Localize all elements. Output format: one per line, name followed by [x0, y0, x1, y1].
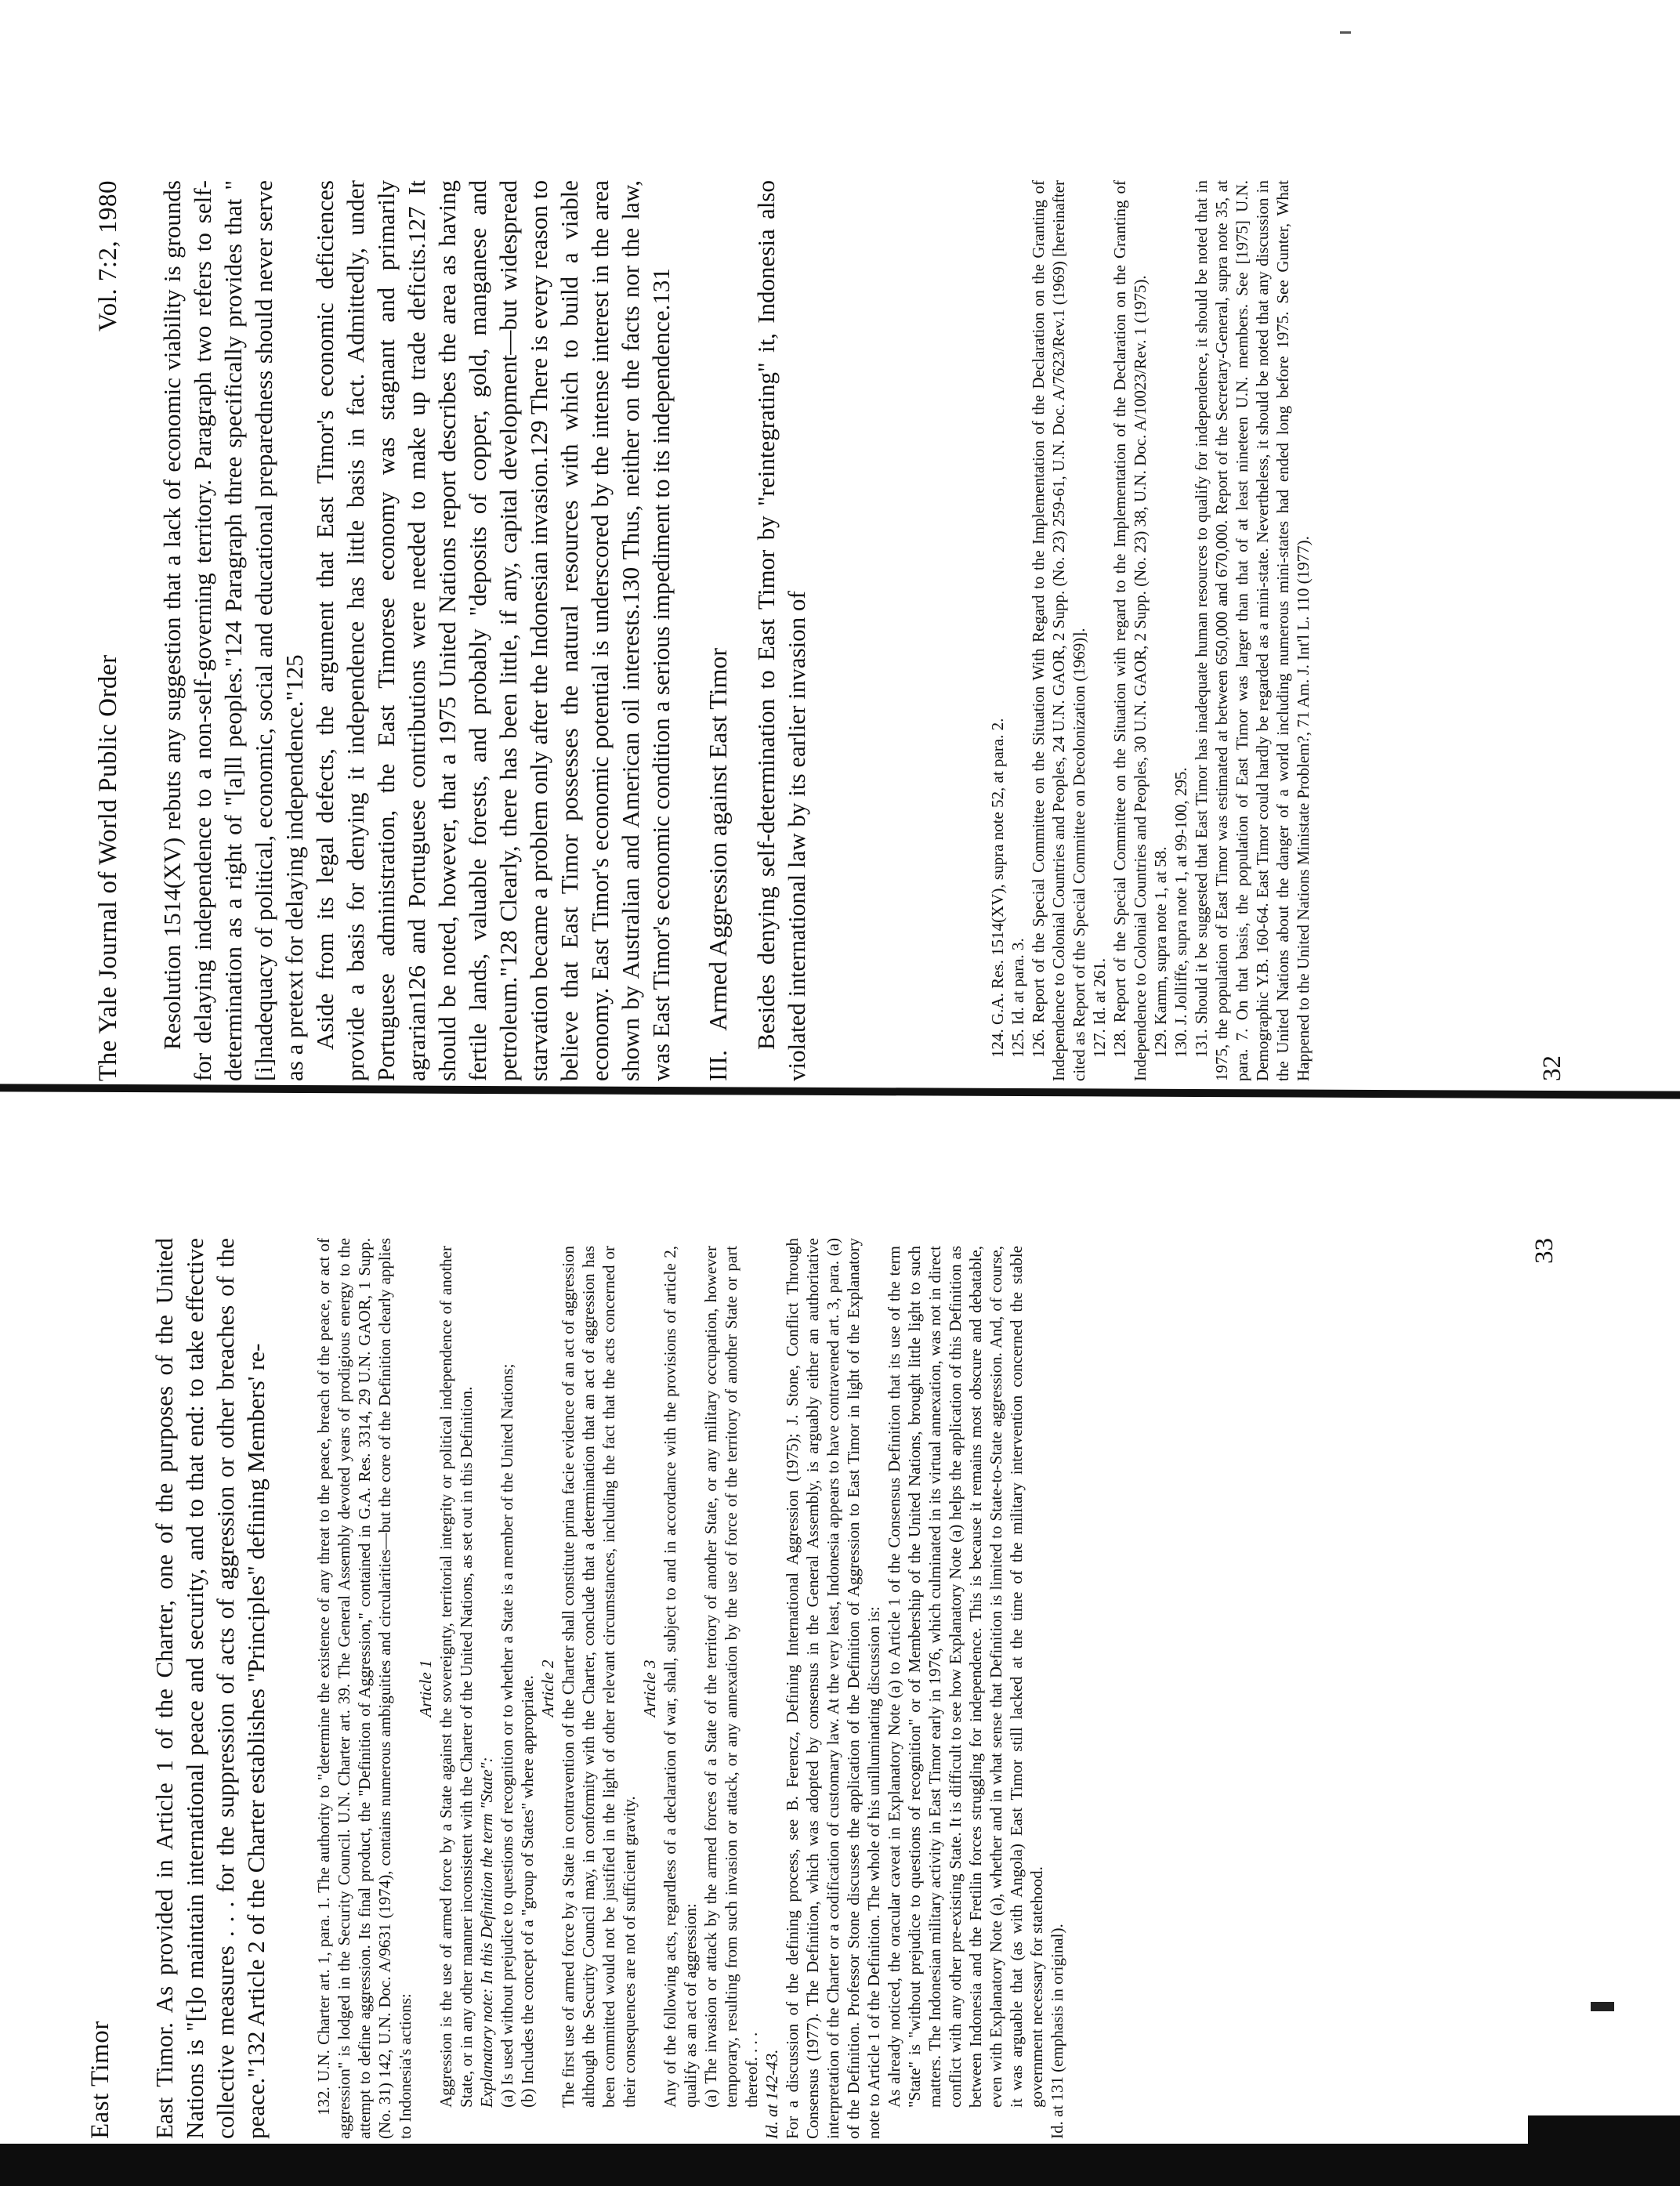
footnote: 127. Id. at 261.	[1090, 957, 1109, 1058]
article-heading: Article 2	[538, 1659, 557, 1717]
block-quote: The first use of armed force by a State in contravention of the Charter shall constitute prima facie evidence of an act of aggression although the Security Council may, in conformity with the Charter, conclude that a determination that an act of aggression has been committed would not be justified in the light of other relevant circumstances, including the fact that the acts concerned or their consequences are not of sufficient gravity.	[559, 1246, 639, 2108]
volume-label: Vol. 7:2, 1980	[94, 180, 122, 332]
footnote: 124. G.A. Res. 1514(XV), supra note 52, at para. 2.	[988, 718, 1007, 1058]
block-quote: Aggression is the use of armed force by a State against the sovereignty, territorial integrity or political independence of another State, or in any other manner inconsistent with the Charter of the United Nations, as set out in this Definition.	[436, 1246, 476, 2108]
journal-title: The Yale Journal of World Public Order	[94, 654, 122, 1081]
running-head-title: East Timor	[86, 2021, 114, 2139]
footnote: For a discussion of the defining process, see B. Ferencz, Defining International Aggression (1975); J. Stone, Conflict Through Consensus (1977). The Definition, which was adopted by consensus in the General Assembly, is arguably either an authoritative interpretation of the Charter or a codification of customary law. At the very least, Indonesia appears to have contravened art. 3, para. (a) of the Definition. Professor Stone discusses the application of the Definition of Aggression to East Timor in light of the Explanatory note to Article 1 of the Definition. The whole of his unilluminating discussion is:	[783, 1238, 883, 2139]
footnote: 132. U.N. Charter art. 1, para. 1. The authority to "determine the existence of any threat to the peace, breach of the peace, or act of aggression" is lodged in the Security Council. U.N. Charter art. 39. The General Assembly devoted years of prodigious energy to the attempt to define aggression. Its final product, the "Definition of Aggression," contained in G.A. Res. 3314, 29 U.N. GAOR, 1 Supp. (No. 31) 142, U.N. Doc. A/9631 (1974), contains numerous ambiguities and circularities—but the core of the Definition clearly applies to Indonesia's actions:	[314, 1238, 415, 2139]
scan-bottom-edge	[0, 2144, 1680, 2186]
footnote: 128. Report of the Special Committee on the Situation with regard to the Implementation of the Declaration on the Granting of Independence to Colonial Countries and Peoples, 30 U.N. GAOR, 2 Supp. (No. 23) 38, U.N. Doc. A/10023/Rev. 1 (1975).	[1110, 180, 1150, 1081]
footnote: 125. Id. at para. 3.	[1008, 938, 1027, 1058]
footnotes	[313, 1238, 1067, 2139]
block-quote: (a) The invasion or attack by the armed forces of a State of the territory of another State, or any military occupation, however temporary, resulting from such invasion or attack, or any annexation by the use of force of the territory of another State or part thereof. . . .	[701, 1246, 761, 2108]
running-head	[86, 1238, 133, 2139]
footnote: 129. Kamm, supra note 1, at 58.	[1151, 846, 1170, 1058]
running-head	[94, 180, 141, 1081]
block-quote: (b) Includes the concept of a "group of States" where appropriate.	[518, 1675, 537, 2108]
paragraph: Resolution 1514(XV) rebuts any suggestion that a lack of economic viability is grounds for delaying independence to a non-self-governing territory. Paragraph two refers to self-determination as a right of "[a]ll peoples."124 Paragraph three specifically provides that "[i]nadequacy of political, economic, social and educational preparedness should never serve as a pretext for delaying independence."125	[158, 180, 308, 1081]
section-heading	[703, 180, 733, 1081]
article-heading: Article 1	[416, 1659, 435, 1717]
footnote: 131. Should it be suggested that East Timor has inadequate human resources to qualify for independence, it should be noted that in 1975, the population of East Timor was estimated at between 650,000 and 670,000. Report of the Secretary-General, supra note 35, at para. 7. On that basis, the population of East Timor was larger than that of at least nineteen U.N. members. See [1975] U.N. Demographic Y.B. 160-64. East Timor could hardly be regarded as a mini-state. Nevertheless, it should be noted that any discussion in the United Nations about the danger of a world including numerous mini-states had ended long before 1975. See Gunter, What Happened to the United Nations Ministate Problem?, 71 Am. J. Int'l L. 110 (1977).	[1192, 180, 1312, 1081]
page-33	[63, 1238, 1567, 2139]
paragraph: East Timor. As provided in Article 1 of the Charter, one of the purposes of the United Nations is "[t]o maintain international peace and security, and to that end: to take effective collective measures . . . for the suppression of acts of aggression or other breaches of the peace."132 Article 2 of the Charter establishes "Principles" defining Members' re-	[150, 1238, 270, 2139]
block-quote: As already noticed, the oracular caveat in Explanatory Note (a) to Article 1 of the Consensus Definition that its use of the term "State" is "without prejudice to questions of recognition" or of Membership of the United Nations, brought little light to such matters. The Indonesian military activity in East Timor early in 1976, which culminated in its virtual annexation, was not in direct conflict with any other pre-existing State. It is difficult to see how Explanatory Note (a) helps the application of this Definition as between Indonesia and the Fretilin forces struggling for independence. This is because it remains most obscure and debatable, even with Explanatory Note (a), whether and in what sense that Definition is limited to State-to-State aggression. And, of course, it was arguable that (as with Angola) East Timor still lacked at the time of the military intervention concerned the stable government necessary for statehood.	[885, 1246, 1046, 2108]
block-quote: (a) Is used without prejudice to questions of recognition or to whether a State is a member of the United Nations;	[498, 1363, 516, 2108]
section-number: III.	[704, 1050, 732, 1081]
scan-speck	[1591, 2002, 1614, 2011]
citation: Id. at 142-43.	[762, 2049, 781, 2139]
section-title: Armed Aggression against East Timor	[704, 647, 732, 1031]
footnote: 130. J. Jolliffe, supra note 1, at 99-100, 295.	[1171, 767, 1190, 1058]
article-heading: Article 3	[640, 1659, 659, 1717]
footnote: 126. Report of the Special Committee on the Situation With Regard to the Implementation of the Declaration on the Granting of Independence to Colonial Countries and Peoples, 24 U.N. GAOR, 2 Supp. (No. 23) 259-61, U.N. Doc. A/7623/Rev.1 (1969) [hereinafter cited as Report of the Special Committee on Decolonization (1969)].	[1029, 180, 1088, 1081]
scan-speck	[1340, 31, 1351, 34]
page-number: 33	[1530, 1238, 1559, 1264]
page-number: 32	[1538, 1055, 1566, 1081]
explanatory-note: Explanatory note: In this Definition the term "State":	[477, 1757, 496, 2108]
page-fold-shadow	[0, 1084, 1680, 1098]
paragraph: Aside from its legal defects, the argument that East Timor's economic deficiences provide a basis for denying it independence has little basis in fact. Admittedly, under Portuguese administration, the East Timorese economy was stagnant and primarily agrarian126 and Portuguese contributions were needed to make up trade deficits.127 It should be noted, however, that a 1975 United Nations report describes the area as having fertile lands, valuable forests, and probably "deposits of copper, gold, manganese and petroleum."128 Clearly, there has been little, if any, capital development—but widespread starvation became a problem only after the Indonesian invasion.129 There is every reason to believe that East Timor possesses the natural resources with which to build a viable economy. East Timor's economic potential is underscored by the intense interest in the area shown by Australian and American oil interests.130 Thus, neither on the facts nor the law, was East Timor's economic condition a serious impediment to its independence.131	[311, 180, 675, 1081]
body-text	[149, 1238, 271, 2139]
citation: Id. at 131 (emphasis in original).	[1048, 1924, 1066, 2139]
page-32	[71, 180, 1575, 1081]
footnotes	[987, 180, 1313, 1081]
body-text	[157, 180, 812, 1081]
block-quote: Any of the following acts, regardless of a declaration of war, shall, subject to and in accordance with the provisions of article 2, qualify as an act of aggression:	[661, 1246, 700, 2108]
paragraph: Besides denying self-determination to East Timor by "reintegrating" it, Indonesia also violated international law by its earlier invasion of	[752, 180, 810, 1081]
